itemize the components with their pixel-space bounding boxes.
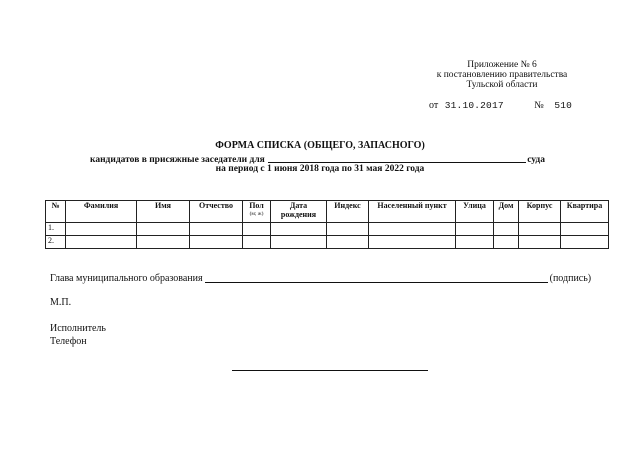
col-locality: Населенный пункт	[369, 201, 456, 223]
phone-label: Телефон	[50, 336, 87, 347]
head-signature-blank	[205, 272, 548, 283]
head-signature-line	[50, 272, 591, 284]
col-gender	[243, 201, 271, 223]
head-label: Глава муниципального образования	[50, 273, 203, 284]
subtitle-prefix: кандидатов в присяжные заседатели для	[90, 155, 265, 165]
executor-block	[50, 322, 106, 348]
executor-label: Исполнитель	[50, 323, 106, 334]
sign-label: (подпись)	[549, 273, 592, 284]
form-title: ФОРМА СПИСКА (ОБЩЕГО, ЗАПАСНОГО)	[215, 140, 425, 151]
col-apartment: Квартира	[561, 201, 609, 223]
col-surname: Фамилия	[66, 201, 137, 223]
stamp-place: М.П.	[50, 297, 72, 308]
col-street: Улица	[456, 201, 494, 223]
subtitle-suffix: суда	[527, 155, 545, 165]
table-row	[46, 223, 609, 236]
decree-date: 31.10.2017	[444, 100, 504, 111]
form-period: на период с 1 июня 2018 года по 31 мая 2022 года	[215, 164, 425, 174]
from-label: от	[429, 100, 439, 111]
court-name-blank	[268, 153, 526, 163]
col-gender-sub: (м; ж)	[249, 211, 264, 217]
col-gender-label: Пол	[249, 201, 264, 210]
appendix-block	[400, 60, 604, 90]
col-index: Индекс	[327, 201, 369, 223]
col-house: Дом	[494, 201, 519, 223]
bottom-line	[232, 370, 428, 371]
decree-number: 510	[554, 100, 573, 111]
row-number: 1.	[46, 223, 66, 236]
appendix-region: Тульской области	[466, 80, 538, 90]
candidates-table	[45, 200, 609, 249]
appendix-number: Приложение № 6	[467, 60, 537, 70]
col-birthdate: Дата рождения	[271, 201, 327, 223]
appendix-decree: к постановлению правительства	[436, 70, 568, 80]
col-patronymic: Отчество	[190, 201, 243, 223]
table-header-row	[46, 201, 609, 223]
row-number: 2.	[46, 236, 66, 249]
number-label: №	[534, 100, 544, 111]
table-row	[46, 236, 609, 249]
col-number: №	[46, 201, 66, 223]
col-building: Корпус	[519, 201, 561, 223]
col-name: Имя	[137, 201, 190, 223]
decree-date-number	[429, 100, 572, 111]
